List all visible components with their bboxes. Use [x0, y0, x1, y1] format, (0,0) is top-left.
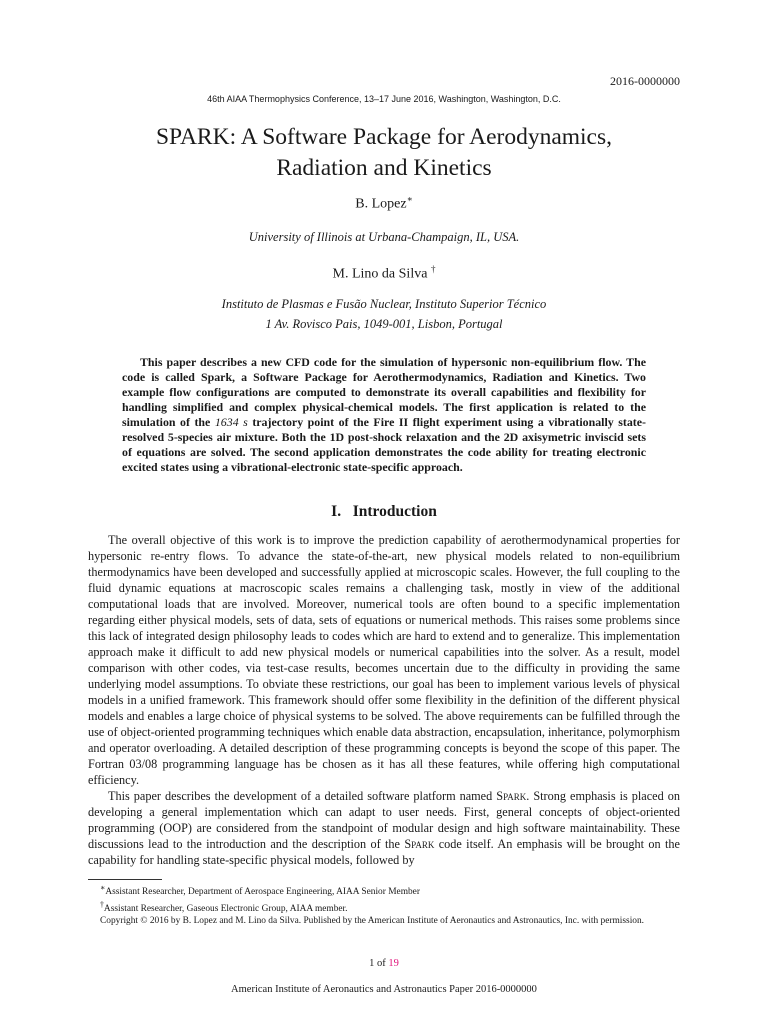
title-line-1: SPARK: A Software Package for Aerodynamics, — [155, 124, 613, 150]
author-mark: † — [430, 264, 436, 274]
paragraph-text: . Strong emphasis is placed on developing a general implementation which can adapt to user needs. First, general concepts of object-oriented programming (OOP) are considered from the standpoint of modular design and high software maintainability. These discussions lead to the introduction and the description of the — [88, 789, 680, 851]
author-1 — [0, 194, 768, 213]
page-of-label: of — [377, 958, 386, 969]
footnote-mark: ∗ — [100, 883, 106, 892]
copyright-notice: Copyright © 2016 by B. Lopez and M. Lino da Silva. Published by the American Institute of Aeronautics and Astronautics, Inc. with permission. — [100, 916, 645, 927]
footnote-text: Assistant Researcher, Department of Aerospace Engineering, AIAA Senior Member — [105, 887, 420, 898]
affiliation-line: 1 Av. Rovisco Pais, 1049-001, Lisbon, Portugal — [265, 317, 503, 331]
code-name: Spark — [496, 789, 527, 803]
total-pages-link[interactable]: 19 — [388, 958, 399, 969]
body-text — [88, 532, 680, 868]
title-line-2: Radiation and Kinetics — [276, 155, 492, 181]
footnotes — [88, 882, 680, 928]
author-name: B. Lopez — [355, 196, 407, 212]
page-footer: American Institute of Aeronautics and Astronautics Paper 2016-0000000 — [231, 984, 537, 995]
paper-id: 2016-0000000 — [610, 74, 680, 88]
paragraph: The overall objective of this work is to improve the prediction capability of aerothermodynamical properties for hypersonic re-entry flows. To advance the state-of-the-art, new physical models related to non-equilibrium thermodynamics have been developed and successfully applied at microscopic scales. However, the full coupling to the fluid dynamic equations at macroscopic scales remains a challenging task, mostly in view of the additional computational loads that are involved. Moreover, numerical tools are often bound to a specific implementation regarding either physical models, sets of data, sets of equations or numerical methods. This raises some problems since this lack of integrated design philosophy leads to codes which are hard to extend and to generalize. This implementation approach make it difficult to add new physical models or numerical capabilities into the solver. As a result, model comparison with other codes, via test-case results, becomes uncertain due to the difficulty in providing the same underlying model assumptions. To obviate these restrictions, our goal has been to implement various levels of physical models in a unified framework. This framework should offer some flexibility in the definition of the different physical models and enables a large choice of physical systems to be solved. The above requirements can be fulfilled through the use of object-oriented programming techniques which enable data abstraction, encapsulation, inheritance, polymorphism and operator overloading. A detailed description of these programming concepts is beyond the scope of this paper. The Fortran 03/08 programming language has be chosen as it has all these features, while offering high computational efficiency. — [88, 533, 680, 787]
abstract-text: trajectory point of the Fire II flight experiment using a vibrationally state-resolved 5-species air mixture. Both the 1D post-shock relaxation and the 2D axisymetric inviscid sets of equations are solved. The second application demonstrates the code ability for treating electronic excited states using a vibrational-electronic state-specific approach. — [122, 415, 646, 474]
section-heading — [0, 503, 768, 521]
paper-title — [90, 122, 678, 184]
author-mark: ∗ — [406, 194, 413, 204]
author-name: M. Lino da Silva — [332, 266, 431, 282]
section-title: Introduction — [352, 503, 437, 520]
code-name: Spark — [404, 837, 435, 851]
conference-line: 46th AIAA Thermophysics Conference, 13–17 June 2016, Washington, Washington, D.C. — [207, 94, 561, 104]
paragraph — [88, 788, 680, 868]
footnote — [88, 899, 680, 916]
affiliation-line: Instituto de Plasmas e Fusão Nuclear, Instituto Superior Técnico — [221, 297, 547, 311]
footnote — [88, 882, 680, 899]
current-page: 1 — [369, 958, 375, 969]
paragraph-text: code itself. An emphasis will be brought on the capability for handling state-specific physical models, followed by — [88, 837, 680, 867]
affiliation-1: University of Illinois at Urbana-Champaign, IL, USA. — [248, 230, 520, 244]
footnote-rule — [88, 879, 162, 880]
section-number: I. — [331, 503, 342, 520]
affiliation-2 — [0, 294, 768, 334]
author-2 — [0, 264, 768, 283]
page-number — [0, 958, 768, 969]
footnote-text: Assistant Researcher, Gaseous Electronic Group, AIAA member. — [103, 903, 348, 914]
abstract-text: This paper describes a new CFD code for the simulation of hypersonic non-equilibrium flow. The code is called Spark, a Software Package for Aerothermodynamics, Radiation and Kinetics. Two example flow configurations are computed to demonstrate its overall capabilities and flexibility for handling simplified and complex physical-chemical models. The first application is related to the simulation of the — [122, 355, 646, 429]
abstract — [122, 355, 646, 475]
abstract-time: 1634 s — [214, 415, 248, 429]
footnote-mark: † — [100, 899, 104, 909]
paragraph-text: This paper describes the development of a detailed software platform named — [108, 789, 497, 803]
